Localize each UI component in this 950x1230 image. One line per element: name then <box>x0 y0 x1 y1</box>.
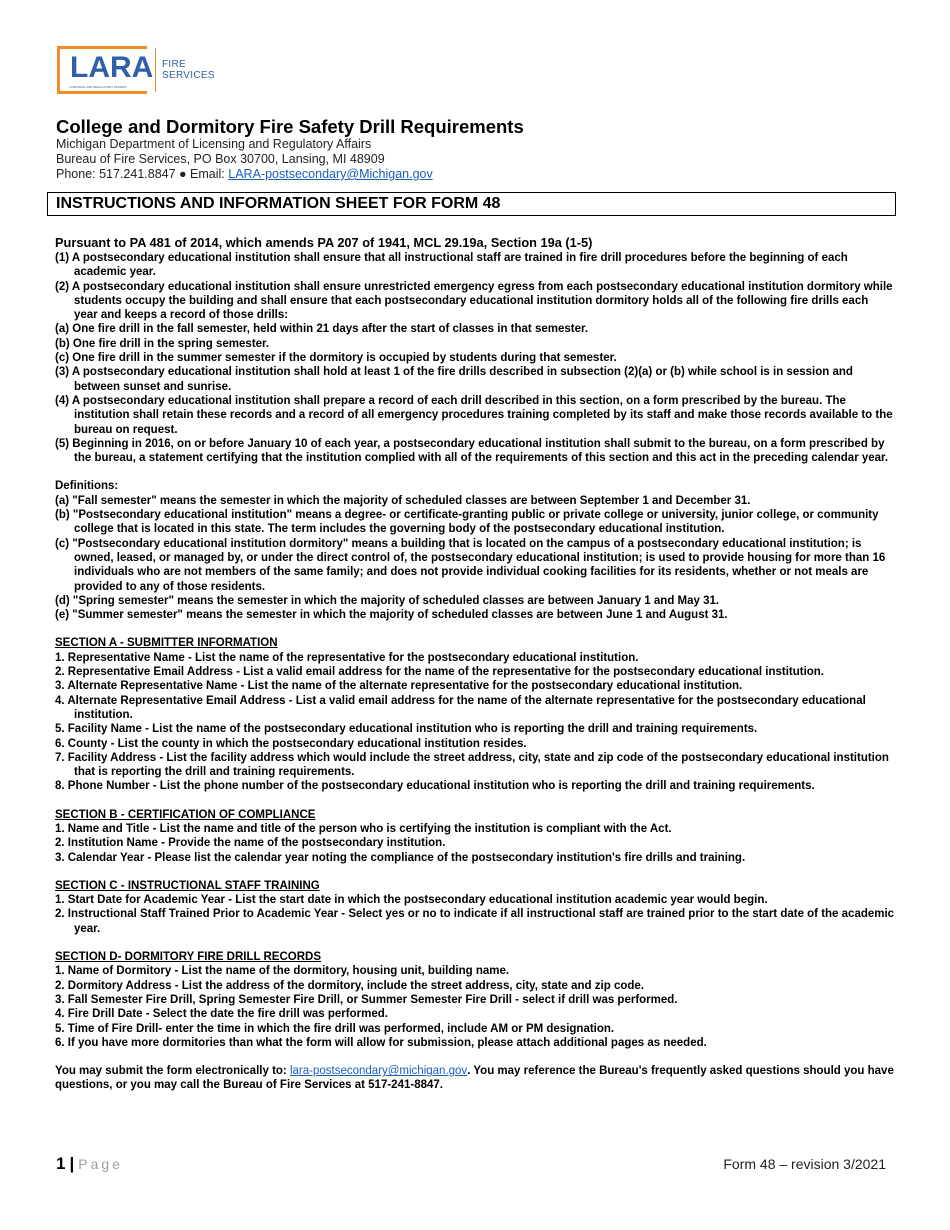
list-item: (2) A postsecondary educational institution shall ensure unrestricted emergency egress from each postsecondary educational institution dormitory while students occupy the building and shall ensure that each postsecondary educational institution dormitory holds all of the following fire drills each year and keeps a record of those drills: <box>55 280 893 322</box>
list-item: 3. Fall Semester Fire Drill, Spring Semester Fire Drill, or Summer Semester Fire Drill - select if drill was performed. <box>55 993 678 1006</box>
logo-unit-line2: SERVICES <box>162 70 215 81</box>
statute-heading: Pursuant to PA 481 of 2014, which amends PA 207 of 1941, MCL 29.19a, Section 19a (1-5) <box>55 235 593 250</box>
page-number <box>56 1154 123 1174</box>
definitions-heading: Definitions: <box>55 480 119 493</box>
list-item: 6. County - List the county in which the postsecondary educational institution resides. <box>55 737 527 750</box>
list-item: (c) "Postsecondary educational institution dormitory" means a building that is located on the campus of a postsecondary educational institution; is owned, leased, or managed by, or under the direct control of, the postsecondary educational institution; is used to provide housing for more than 16 individuals who are not members of the same family; and does not provide individual cooking facilities for its residents, whether or not meals are provided to any of those residents. <box>55 537 886 593</box>
logo-unit <box>162 59 215 81</box>
closing-paragraph <box>55 1064 895 1093</box>
list-item: 3. Alternate Representative Name - List the name of the alternate representative for the postsecondary educational institution. <box>55 680 743 693</box>
list-item: (3) A postsecondary educational institution shall hold at least 1 of the fire drills described in subsection (2)(a) or (b) while school is in session and between sunset and sunrise. <box>55 366 853 393</box>
section-b-list <box>55 822 895 865</box>
closing-suffix: . You may reference the Bureau's frequently asked questions should you have questions, or you may call the Bureau of Fire Services at 517-241-8847. <box>55 1065 894 1092</box>
page-number-value: 1 <box>56 1154 66 1173</box>
list-item: (1) A postsecondary educational institution shall ensure that all instructional staff are trained in fire drill procedures before the beginning of each academic year. <box>55 252 848 279</box>
list-item: 6. If you have more dormitories than what the form will allow for submission, please attach additional pages as needed. <box>55 1036 707 1049</box>
list-item: 7. Facility Address - List the facility address which would include the street address, city, state and zip code of the postsecondary educational institution that is reporting the drill and training requirements. <box>55 751 889 779</box>
department-line: Michigan Department of Licensing and Regulatory Affairs <box>56 137 372 151</box>
section-d-list <box>55 964 895 1050</box>
instructions-content <box>55 235 895 1093</box>
list-item: (d) "Spring semester" means the semester in which the majority of scheduled classes are between January 1 and May 31. <box>55 594 720 607</box>
header-email-link[interactable]: LARA-postsecondary@Michigan.gov <box>228 167 433 181</box>
list-item: (b) "Postsecondary educational institution" means a degree- or certificate-granting public or private college or university, junior college, or community college that is located in this state. The term includes the governing body of the postsecondary educational institution. <box>55 509 879 536</box>
list-item: 1. Start Date for Academic Year - List the start date in which the postsecondary educational institution academic year would begin. <box>55 894 768 907</box>
logo-divider <box>155 48 156 92</box>
form-revision: Form 48 – revision 3/2021 <box>723 1156 886 1172</box>
statute-list <box>55 251 895 465</box>
list-item: 1. Name and Title - List the name and title of the person who is certifying the institution is compliant with the Act. <box>55 822 672 835</box>
logo-tagline: LICENSING AND REGULATORY AFFAIRS <box>69 85 127 89</box>
closing-prefix: You may submit the form electronically to: <box>55 1065 290 1078</box>
section-d-heading: SECTION D- DORMITORY FIRE DRILL RECORDS <box>55 951 322 964</box>
instructions-heading-box: INSTRUCTIONS AND INFORMATION SHEET FOR FORM 48 <box>47 192 896 216</box>
logo-text: LARA <box>70 51 154 84</box>
definitions-list <box>55 494 895 623</box>
page-label: Page <box>78 1156 123 1172</box>
list-item: (a) One fire drill in the fall semester, held within 21 days after the start of classes in that semester. <box>55 323 589 336</box>
list-item: 4. Fire Drill Date - Select the date the fire drill was performed. <box>55 1008 388 1021</box>
list-item: 2. Representative Email Address - List a valid email address for the name of the representative for the postsecondary educational institution. <box>55 666 825 679</box>
list-item: 3. Calendar Year - Please list the calendar year noting the compliance of the postsecondary institution's fire drills and training. <box>55 851 746 864</box>
list-item: 2. Instructional Staff Trained Prior to Academic Year - Select yes or no to indicate if all instructional staff are trained prior to the start date of the academic year. <box>55 908 895 935</box>
closing-email-link[interactable]: lara-postsecondary@michigan.gov <box>289 1065 468 1078</box>
section-a-heading: SECTION A - SUBMITTER INFORMATION <box>55 637 278 650</box>
list-item: (a) "Fall semester" means the semester in which the majority of scheduled classes are between September 1 and December 31. <box>55 494 751 507</box>
page-separator: | <box>69 1154 75 1173</box>
section-c-list <box>55 893 895 936</box>
list-item: (4) A postsecondary educational institution shall prepare a record of each drill described in this section, on a form prescribed by the bureau. The institution shall retain these records and a record of all emergency procedures training completed by its staff and make those records available to the bureau on request. <box>55 394 893 436</box>
list-item: 5. Facility Name - List the name of the postsecondary educational institution who is reporting the drill and training requirements. <box>55 723 758 736</box>
list-item: 5. Time of Fire Drill- enter the time in which the fire drill was performed, include AM or PM designation. <box>55 1022 615 1035</box>
section-b-heading: SECTION B - CERTIFICATION OF COMPLIANCE <box>55 808 316 821</box>
list-item: 8. Phone Number - List the phone number of the postsecondary educational institution who is reporting the drill and training requirements. <box>55 780 815 793</box>
address-line: Bureau of Fire Services, PO Box 30700, Lansing, MI 48909 <box>56 152 385 166</box>
list-item: (b) One fire drill in the spring semester. <box>55 337 270 350</box>
list-item: (e) "Summer semester" means the semester in which the majority of scheduled classes are between June 1 and August 31. <box>55 609 728 622</box>
list-item: 1. Representative Name - List the name of the representative for the postsecondary educational institution. <box>55 651 639 664</box>
lara-logo <box>57 45 215 95</box>
page-title: College and Dormitory Fire Safety Drill Requirements <box>56 116 524 137</box>
section-a-list <box>55 651 895 794</box>
list-item: 1. Name of Dormitory - List the name of the dormitory, housing unit, building name. <box>55 965 510 978</box>
list-item: 2. Dormitory Address - List the address of the dormitory, include the street address, city, state and zip code. <box>55 979 644 992</box>
logo-box <box>57 46 154 94</box>
contact-prefix: Phone: 517.241.8847 ● Email: <box>56 167 229 181</box>
list-item: (c) One fire drill in the summer semester if the dormitory is occupied by students during that semester. <box>55 352 617 365</box>
list-item: 4. Alternate Representative Email Address - List a valid email address for the name of the alternate representative for the postsecondary educational institution. <box>55 694 866 721</box>
section-c-heading: SECTION C - INSTRUCTIONAL STAFF TRAINING <box>55 879 320 892</box>
list-item: 2. Institution Name - Provide the name of the postsecondary institution. <box>55 837 446 850</box>
contact-line <box>56 167 433 181</box>
list-item: (5) Beginning in 2016, on or before January 10 of each year, a postsecondary educational institution shall submit to the bureau, on a form prescribed by the bureau, a statement certifying that the institution complied with all of the requirements of this section and this act in the preceding calendar year. <box>55 437 889 465</box>
logo-unit-line1: FIRE <box>162 59 186 70</box>
